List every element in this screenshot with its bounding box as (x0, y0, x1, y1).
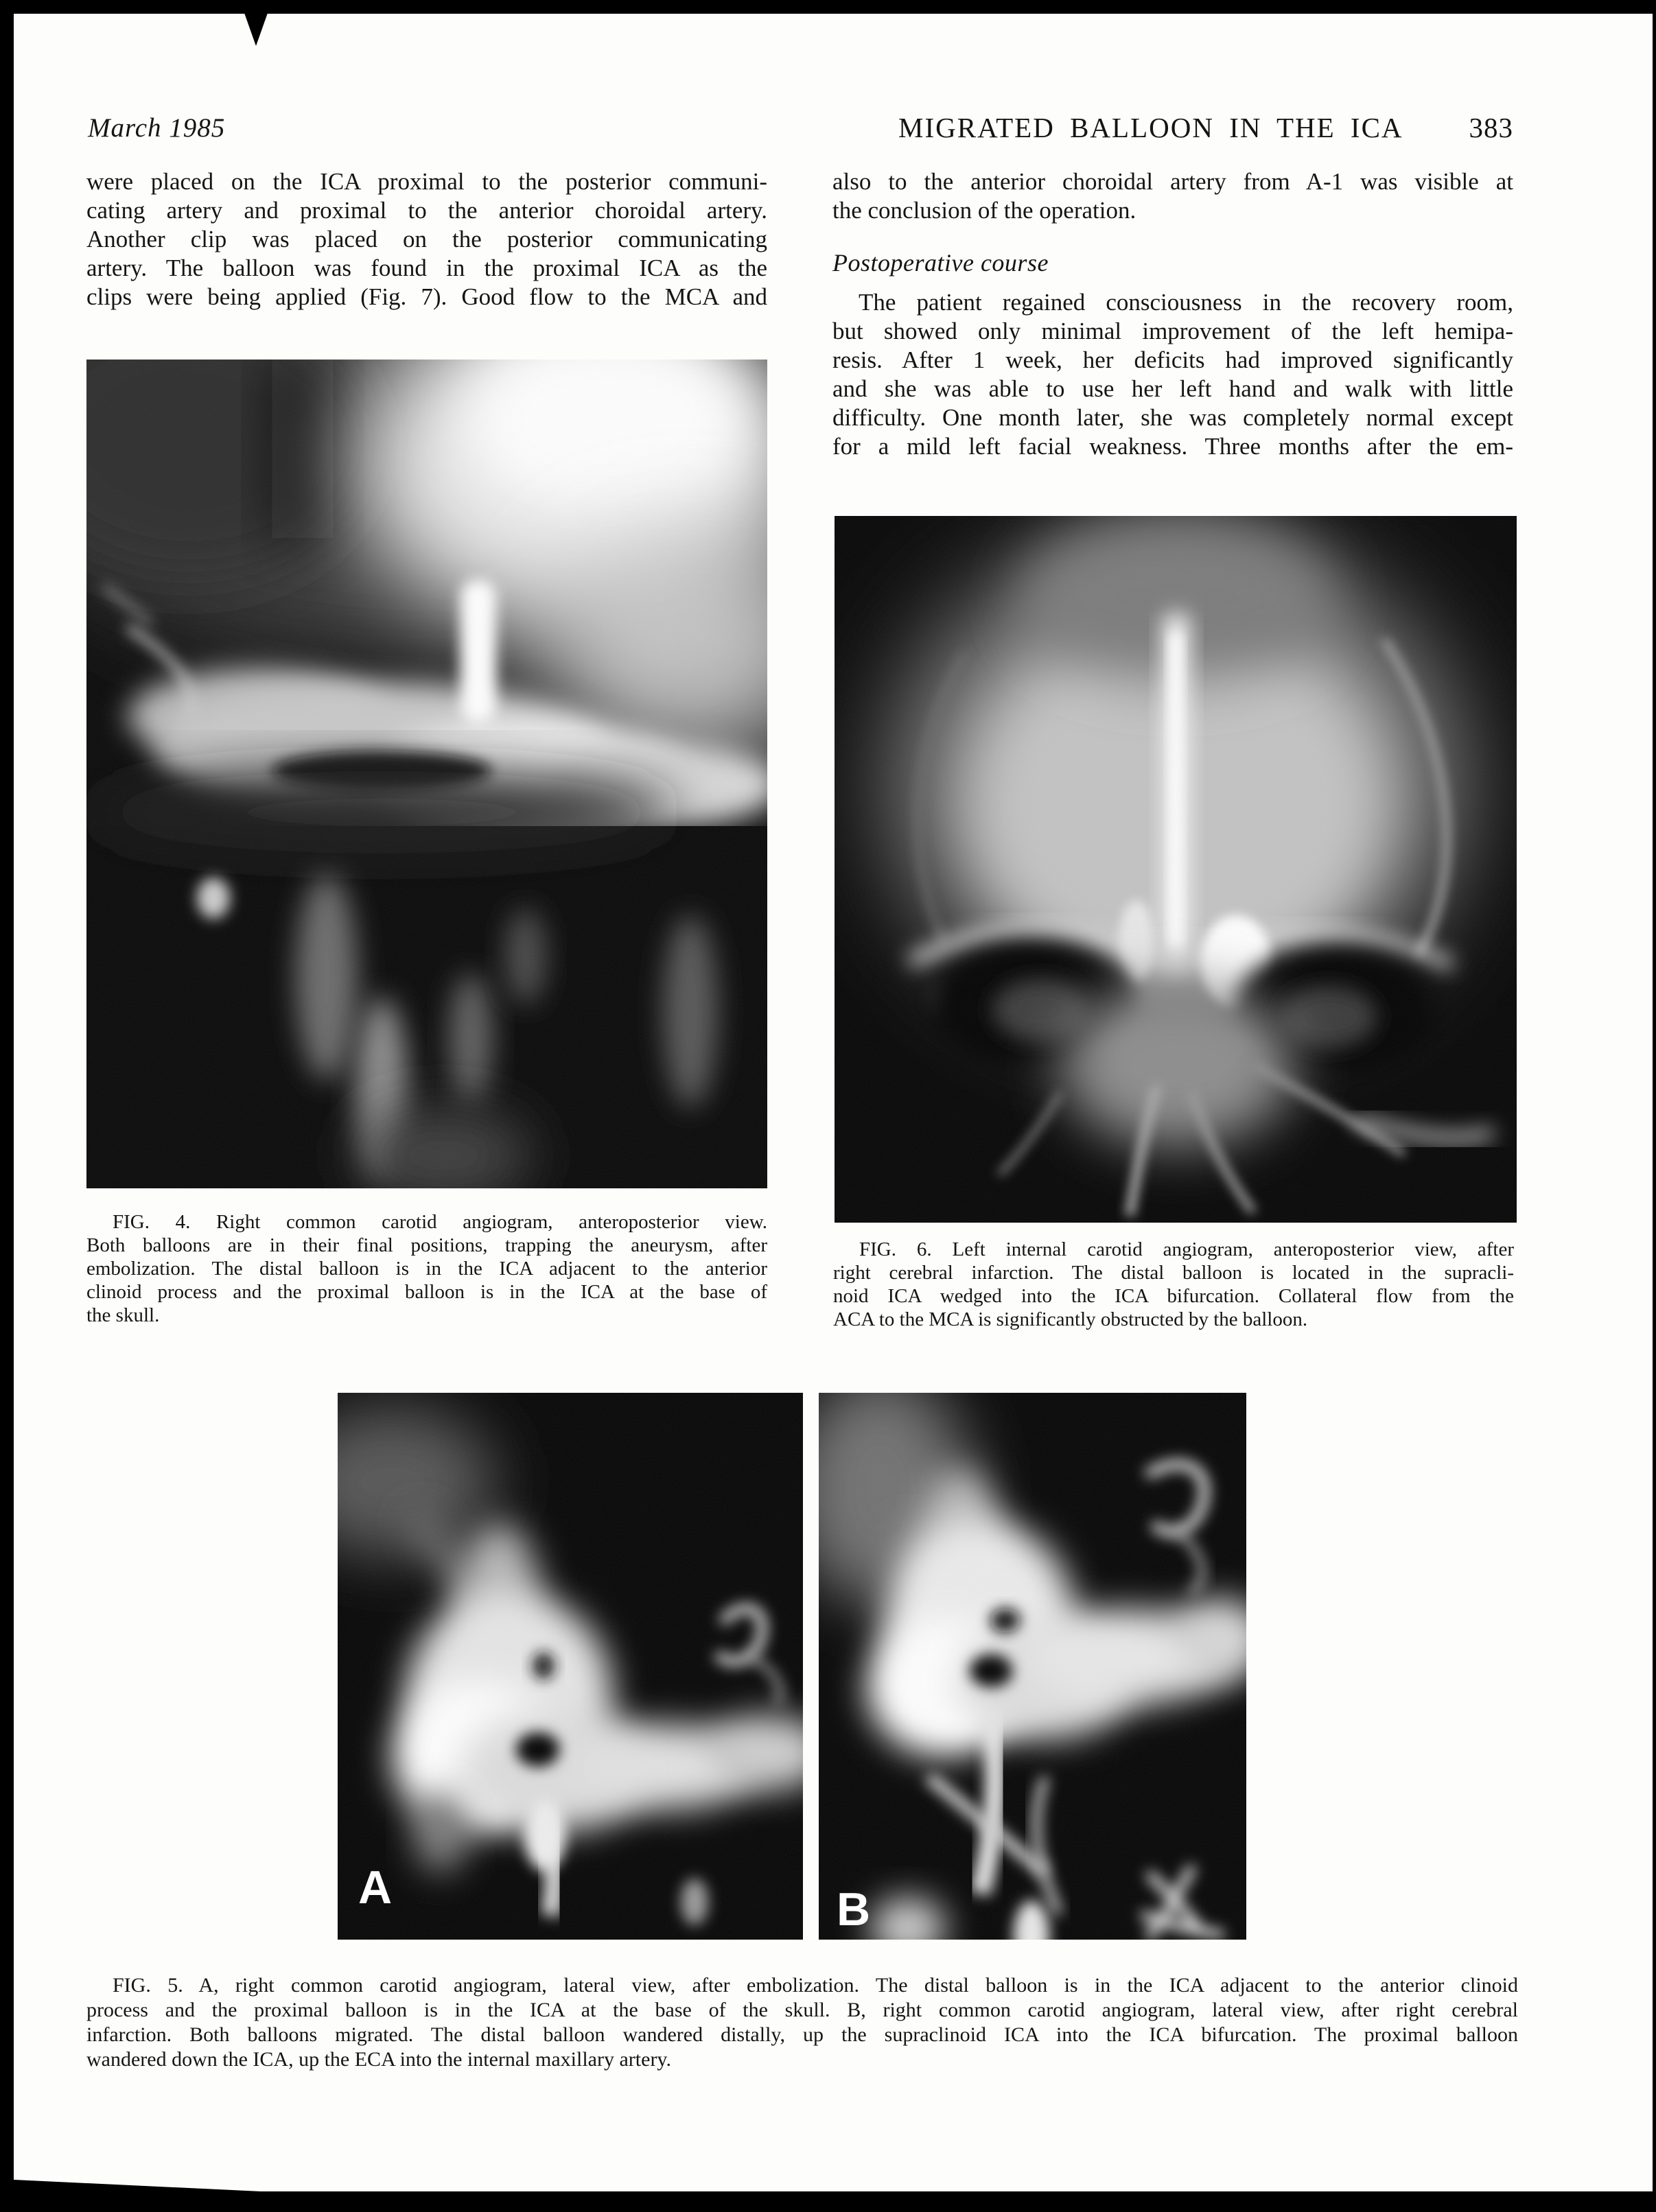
fig5-panel-a-label: A (358, 1861, 393, 1914)
fig5-panel-b-label: B (837, 1883, 871, 1936)
fig6-caption: FIG. 6. Left internal carotid angiogram, anteroposterior view, after right cerebral infarction. The distal balloon is located in the supracli- noid ICA wedged into the ICA bifurcation. Collateral flow from the ACA to the MCA is significantly obstructed by the balloon. (833, 1238, 1514, 1330)
scan-edge-top (0, 0, 1656, 14)
scan-edge-bottom (0, 2191, 1656, 2212)
running-head (832, 111, 1513, 144)
body-paragraph-right-1: also to the anterior choroidal artery from A-1 was visible at the conclusion of the operation. (832, 168, 1513, 224)
body-paragraph-right-2: The patient regained consciousness in the recovery room, but showed only minimal improvement of the left hemipa- resis. After 1 week, her deficits had improved significantly and she was able to use her left hand and walk with little difficulty. One month later, she was completely normal except for a mild left facial weakness. Three months after the em- (832, 289, 1513, 460)
scan-mark-triangle (244, 13, 268, 46)
scan-edge-bottom-wedge (0, 2179, 261, 2193)
body-paragraph-left: were placed on the ICA proximal to the posterior communi- cating artery and proximal to the anterior choroidal artery. Another clip was placed on the posterior communicating artery. The balloon was found in the proximal ICA as the clips were being applied (Fig. 7). Good flow to the MCA and (86, 168, 767, 310)
fig5-panel-b-image (819, 1393, 1246, 1940)
section-heading-postoperative-course: Postoperative course (832, 249, 1049, 276)
fig5-caption: FIG. 5. A, right common carotid angiogram, lateral view, after embolization. The distal balloon is in the ICA adjacent to the anterior clinoid process and the proximal balloon is in the ICA at the base of the skull. B, right common carotid angiogram, lateral view, after right cerebral infarction. Both balloons migrated. The distal balloon wandered distally, up the supraclinoid ICA into the ICA bifurcation. The proximal balloon wandered down the ICA, up the ECA into the internal maxillary artery. (86, 1974, 1518, 2071)
fig4-caption: FIG. 4. Right common carotid angiogram, anteroposterior view. Both balloons are in their final positions, trapping the aneurysm, after embolization. The distal balloon is in the ICA adjacent to the anterior clinoid process and the proximal balloon is in the ICA at the base of the skull. (86, 1211, 767, 1326)
running-head-title: MIGRATED BALLOON IN THE ICA (898, 112, 1403, 143)
scan-edge-left (0, 0, 14, 2212)
fig6-angiogram-image (835, 516, 1517, 1223)
page-number: 383 (1469, 112, 1513, 143)
fig4-angiogram-image (86, 360, 767, 1188)
fig5-panel-a-image (338, 1393, 803, 1940)
journal-date: March 1985 (88, 113, 226, 143)
scan-edge-right (1653, 0, 1656, 2212)
